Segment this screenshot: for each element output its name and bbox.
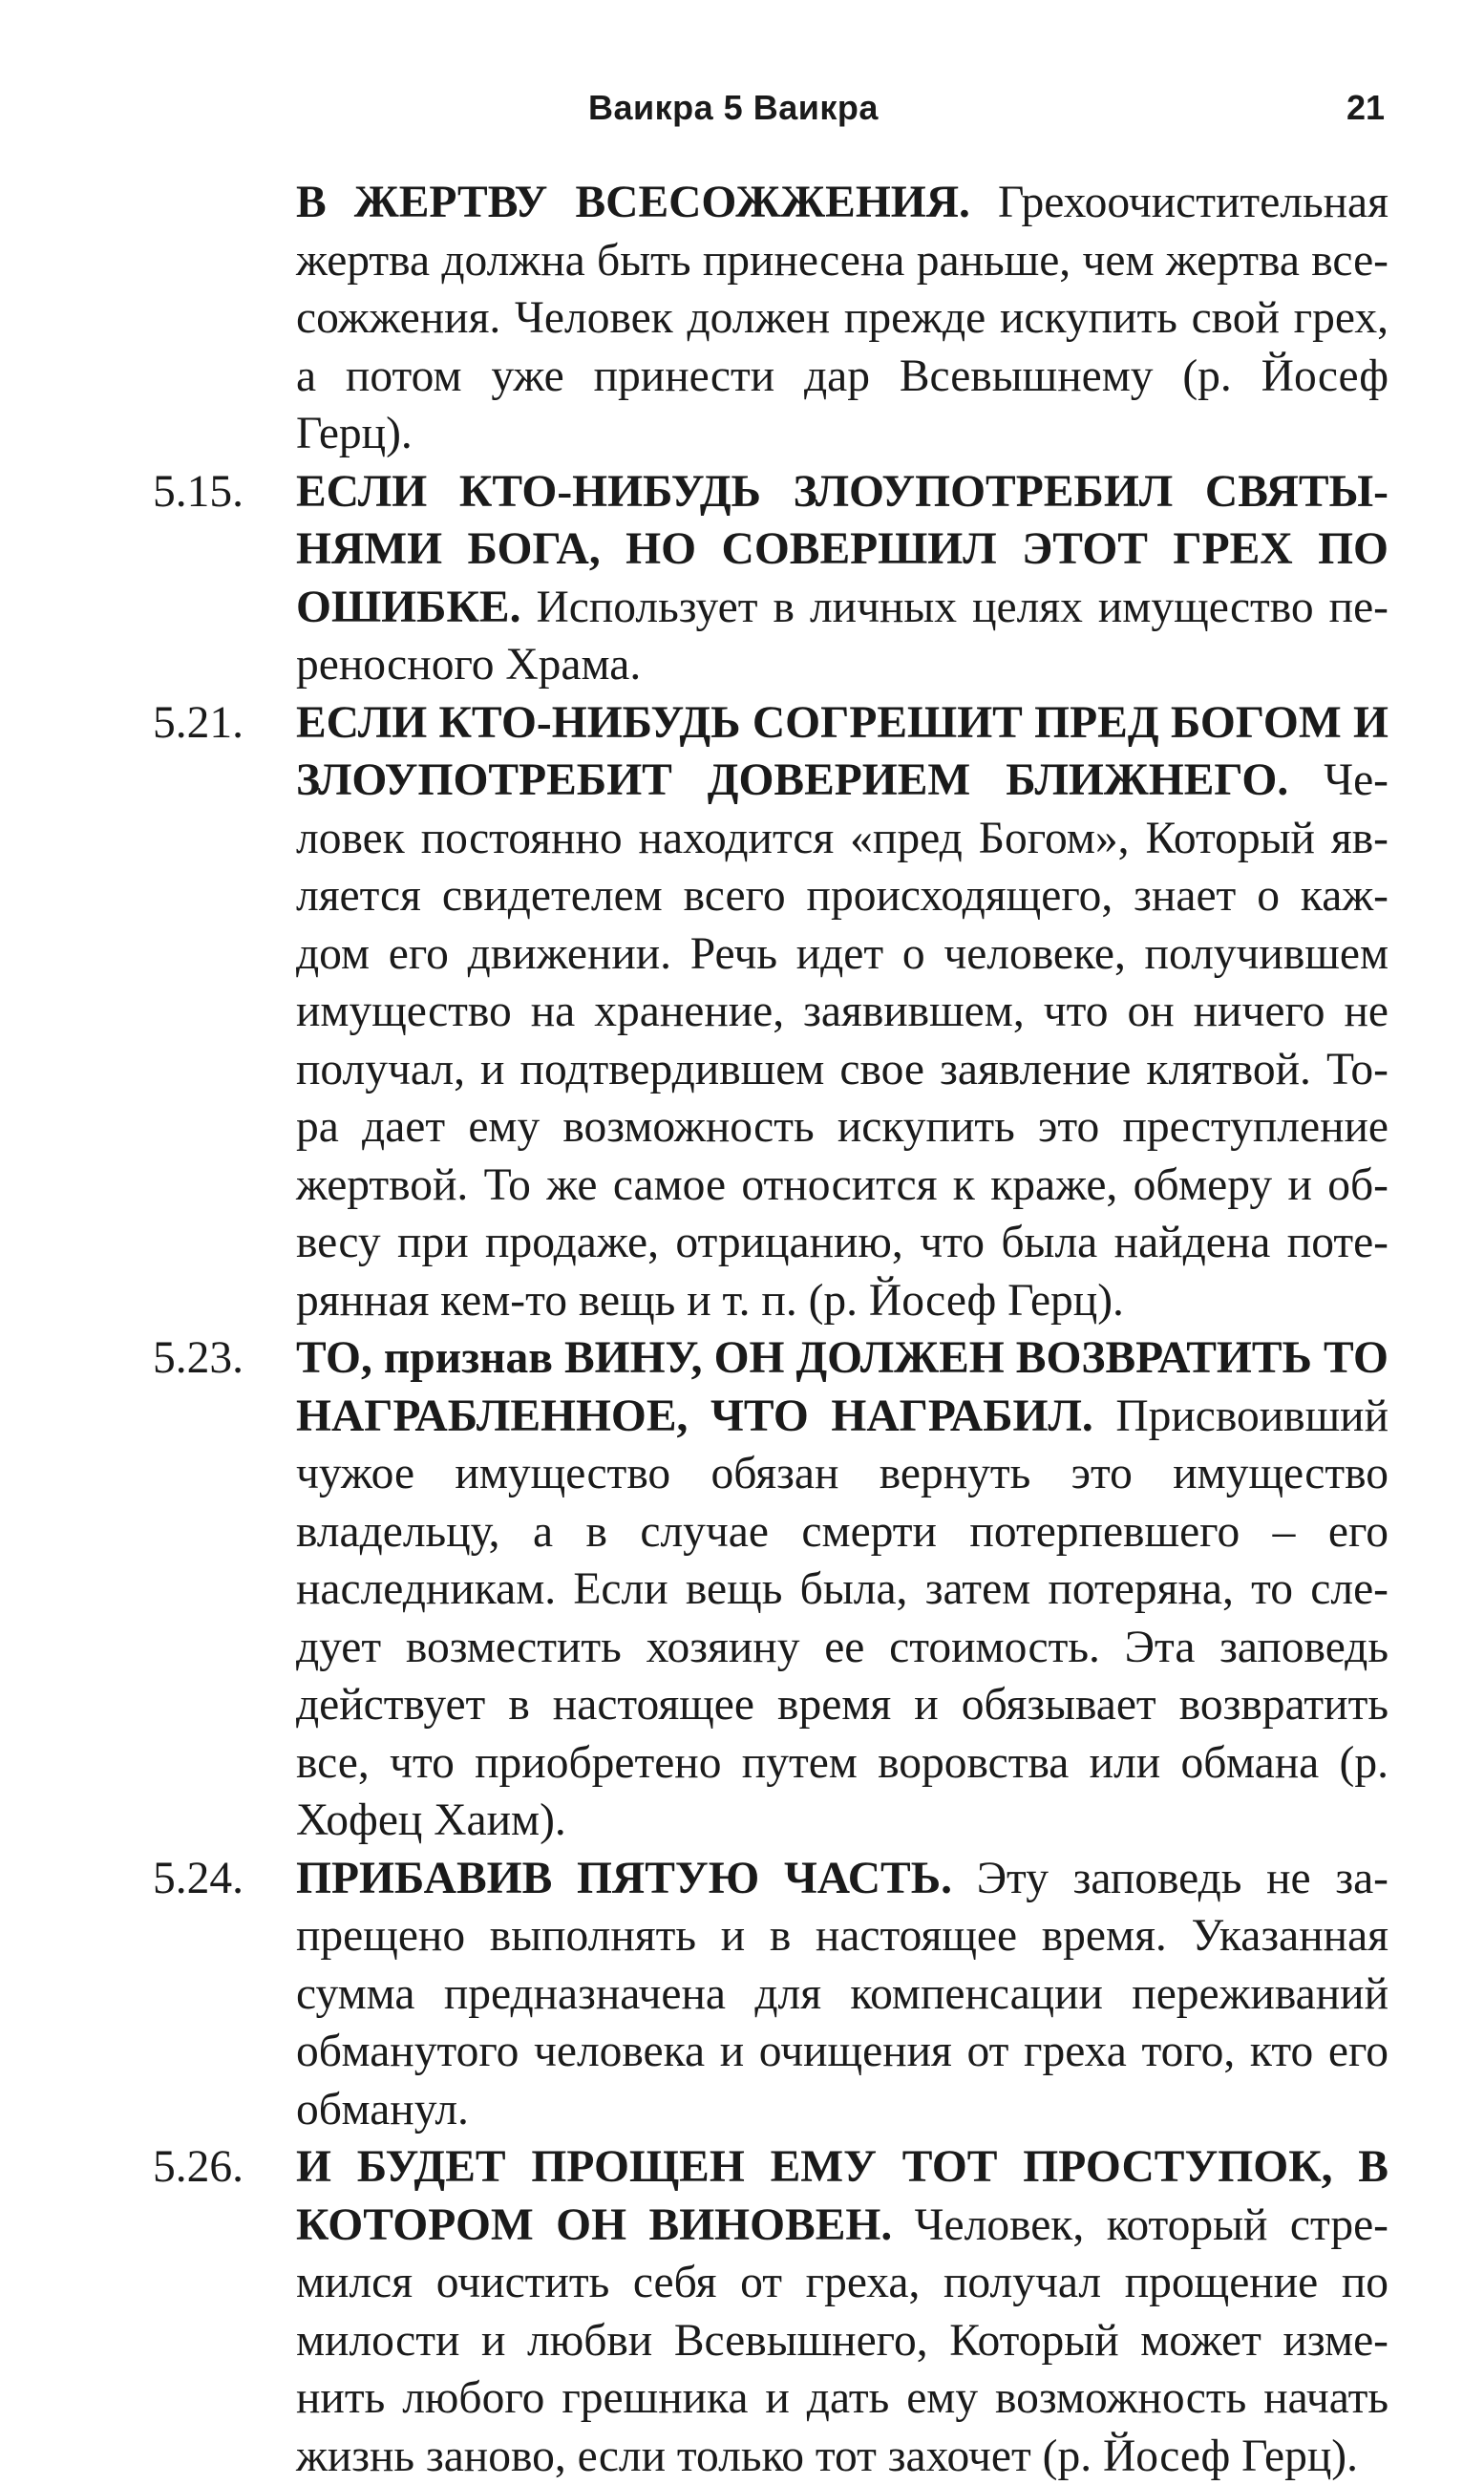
- verse-number: 5.26.: [153, 2142, 244, 2192]
- commentary-entry: [0, 1329, 1484, 1850]
- verse-quote: ЕСЛИ КТО-НИБУДЬ СОГРЕШИТ ПРЕД БОГОМ И ЗЛОУПОТРЕБИТ ДОВЕРИЕМ БЛИЖНЕГО.: [296, 697, 1389, 805]
- commentary-entry: [0, 174, 1484, 463]
- entry-text: [296, 1329, 1389, 1850]
- entry-text: [296, 2138, 1389, 2485]
- page-number: 21: [1346, 88, 1386, 127]
- verse-quote: И БУДЕТ ПРОЩЕН ЕМУ ТОТ ПРОСТУПОК, В КОТОРОМ ОН ВИНОВЕН.: [296, 2142, 1389, 2250]
- commentary-entry: [0, 694, 1484, 1330]
- verse-number: 5.24.: [153, 1853, 244, 1903]
- verse-number: 5.23.: [153, 1333, 244, 1383]
- commentary-text: Использует в личных целях имущество переносного Храма.: [296, 582, 1389, 690]
- entry-text: [296, 694, 1389, 1330]
- running-title: Ваикра 5 Ваикра: [588, 88, 879, 127]
- entry-text: [296, 463, 1389, 694]
- verse-quote: В ЖЕРТВУ ВСЕСОЖЖЕНИЯ.: [296, 178, 970, 227]
- commentary-entry: [0, 1850, 1484, 2139]
- commentary-entry: [0, 2138, 1484, 2485]
- verse-quote: ТО, признав ВИНУ, ОН ДОЛЖЕН ВОЗВРАТИТЬ ТО НАГРАБЛЕННОЕ, ЧТО НАГРАБИЛ.: [296, 1333, 1389, 1441]
- commentary-text: Эту заповедь не запрещено выполнять и в настоящее время. Указанная сумма предназначена для компенсации переживаний обманутого человека и очищения от греха того, кто его обманул.: [296, 1853, 1389, 2135]
- commentary-text: Грехоочистительная жертва должна быть принесена раньше, чем жертва всесожжения. Человек должен прежде искупить свой грех, а потом уже принести дар Всевышнему (р. Йосеф Герц).: [296, 178, 1389, 458]
- commentary-text: Человек, который стремился очистить себя от греха, получал прощение по милости и любви Всевышнего, Который может изменить любого грешника и дать ему возможность начать жизнь заново, если только тот захочет (р. Йосеф Герц).: [296, 2199, 1389, 2481]
- verse-number: 5.15.: [153, 466, 244, 517]
- commentary-body: [0, 174, 1484, 2485]
- verse-number: 5.21.: [153, 697, 244, 748]
- entry-text: [296, 174, 1389, 463]
- running-header: [0, 88, 1484, 145]
- entry-text: [296, 1850, 1389, 2139]
- verse-quote: ЕСЛИ КТО-НИБУДЬ ЗЛОУПОТРЕБИЛ СВЯТЫНЯМИ БОГА, НО СОВЕРШИЛ ЭТОТ ГРЕХ ПО ОШИБКЕ.: [296, 466, 1389, 632]
- commentary-text: Человек постоянно находится «пред Богом», Который является свидетелем всего происходящего, знает о каждом его движении. Речь идет о человеке, получившем имущество на хранение, заявившем, что он ничего не получал, и подтвердившем свое заявление клятвой. Тора дает ему возможность искупить это преступление жертвой. То же самое относится к краже, обмеру и обвесу при продаже, отрицанию, что была найдена потерянная кем-то вещь и т. п. (р. Йосеф Герц).: [296, 755, 1389, 1326]
- commentary-entry: [0, 463, 1484, 694]
- verse-quote: ПРИБАВИВ ПЯТУЮ ЧАСТЬ.: [296, 1853, 953, 1903]
- commentary-text: Присвоивший чужое имущество обязан вернуть это имущество владельцу, а в случае смерти потерпевшего – его наследникам. Если вещь была, затем потеряна, то следует возместить хозяину ее стоимость. Эта заповедь действует в настоящее время и обязывает возвратить все, что приобретено путем воровства или обмана (р. Хофец Хаим).: [296, 1391, 1389, 1845]
